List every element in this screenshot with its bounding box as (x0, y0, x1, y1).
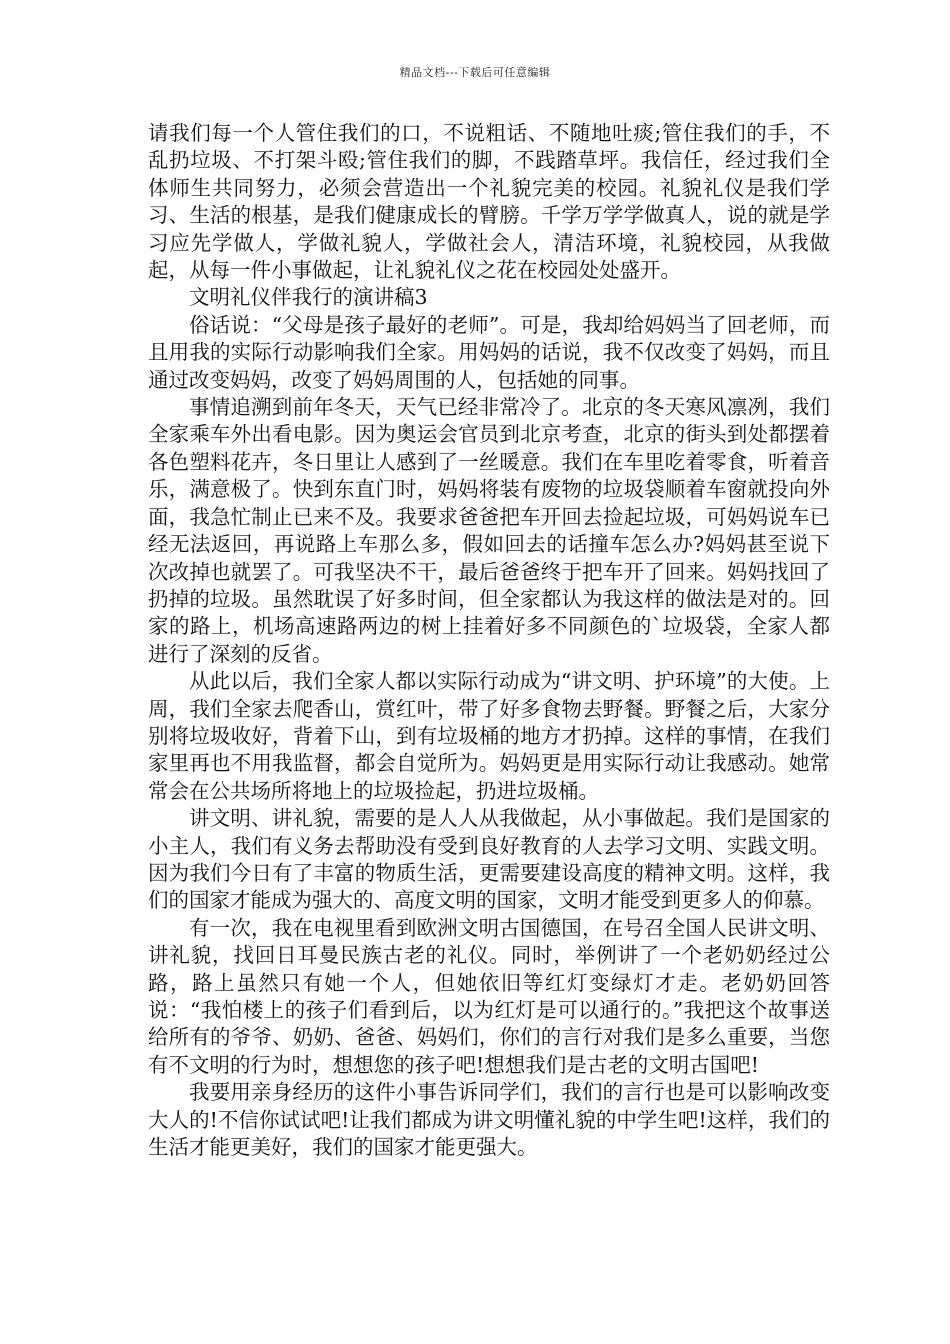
paragraph-continuation: 请我们每一个人管住我们的口，不说粗话、不随地吐痰;管住我们的手，不乱扔垃圾、不打架斗殴;管住我们的脚，不践踏草坪。我信任，经过我们全体师生共同努力，必须会营造出一个礼貌完美的校园。礼貌礼仪是我们学习、生活的根基，是我们健康成长的臂膀。千学万学学做真人，说的就是学习应先学做人，学做礼貌人，学做社会人，清洁环境，礼貌校园，从我做起，从每一件小事做起，让礼貌礼仪之花在校园处处盛开。 (148, 121, 830, 283)
paragraph: 讲文明、讲礼貌，需要的是人人从我做起，从小事做起。我们是国家的小主人，我们有义务去帮助没有受到良好教育的人去学习文明、实践文明。因为我们今日有了丰富的物质生活，更需要建设高度的精神文明。这样，我们的国家才能成为强大的、高度文明的国家，文明才能受到更多人的仰慕。 (148, 806, 830, 913)
paragraph: 从此以后，我们全家人都以实际行动成为“讲文明、护环境”的大使。上周，我们全家去爬香山，赏红叶，带了好多食物去野餐。野餐之后，大家分别将垃圾收好，背着下山，到有垃圾桶的地方才扔掉。这样的事情，在我们家里再也不用我监督，都会自觉所为。妈妈更是用实际行动让我感动。她常常会在公共场所将地上的垃圾捡起，扔进垃圾桶。 (148, 669, 830, 803)
paragraph: 俗话说：“父母是孩子最好的老师”。可是，我却给妈妈当了回老师，而且用我的实际行动影响我们全家。用妈妈的话说，我不仅改变了妈妈，而且通过改变妈妈，改变了妈妈周围的人，包括她的同事。 (148, 312, 830, 392)
document-body (148, 120, 830, 1161)
section-title: 文明礼仪伴我行的演讲稿3 (189, 285, 428, 310)
paragraph: 事情追溯到前年冬天，天气已经非常冷了。北京的冬天寒风凛冽，我们全家乘车外出看电影。因为奥运会官员到北京考查，北京的街头到处都摆着各色塑料花卉，冬日里让人感到了一丝暖意。我们在车里吃着零食，听着音乐，满意极了。快到东直门时，妈妈将装有废物的垃圾袋顺着车窗就投向外面，我急忙制止已来不及。我要求爸爸把车开回去捡起垃圾，可妈妈说车已经无法返回，再说路上车那么多，假如回去的话撞车怎么办?妈妈甚至说下次改掉也就罢了。可我坚决不干，最后爸爸终于把车开了回来。妈妈找回了扔掉的垃圾。虽然耽误了好多时间，但全家都认为我这样的做法是对的。回家的路上，机场高速路两边的树上挂着好多不同颜色的`垃圾袋，全家人都进行了深刻的反省。 (148, 395, 830, 666)
paragraph: 有一次，我在电视里看到欧洲文明古国德国，在号召全国人民讲文明、讲礼貌，找回日耳曼民族古老的礼仪。同时，举例讲了一个老奶奶经过公路，路上虽然只有她一个人，但她依旧等红灯变绿灯才走。老奶奶回答说：“我怕楼上的孩子们看到后，以为红灯是可以通行的。”我把这个故事送给所有的爷爷、奶奶、爸爸、妈妈们，你们的言行对我们是多么重要，当您有不文明的行为时，想想您的孩子吧!想想我们是古老的文明古国吧! (148, 915, 830, 1077)
page-header: 精品文档---下载后可任意编辑 (399, 66, 551, 79)
paragraph: 我要用亲身经历的这件小事告诉同学们，我们的言行也是可以影响改变大人的!不信你试试吧!让我们都成为讲文明懂礼貌的中学生吧!这样，我们的生活才能更美好，我们的国家才能更强大。 (148, 1080, 830, 1160)
